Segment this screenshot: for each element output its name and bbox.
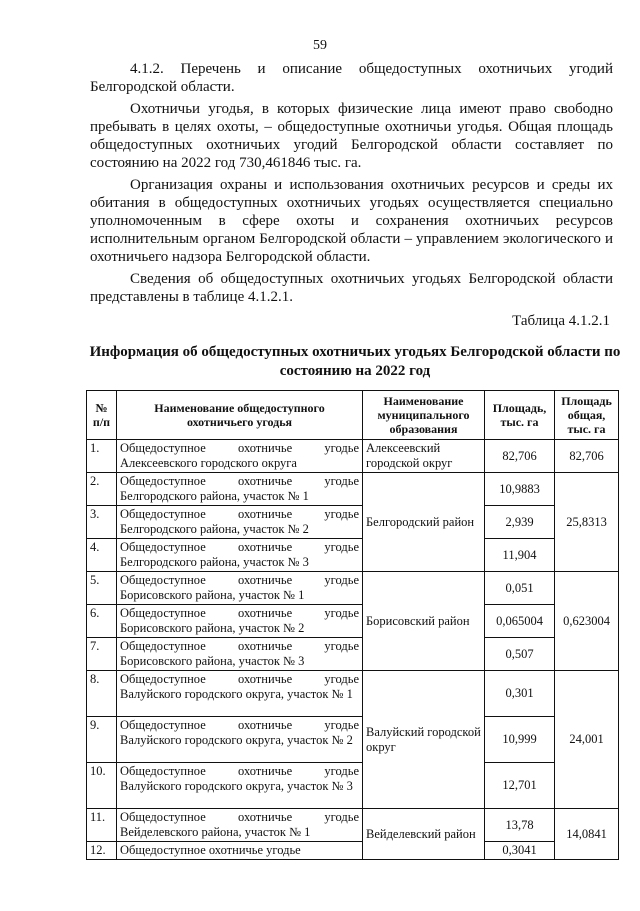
table-row — [87, 605, 619, 638]
header-area: Площадь, тыс. га — [485, 391, 555, 440]
header-municipality: Наименование муниципального образования — [363, 391, 485, 440]
cell-area: 2,939 — [485, 506, 555, 539]
cell-municipality: Белгородский район — [363, 473, 485, 572]
table-row — [87, 506, 619, 539]
cell-area: 0,507 — [485, 638, 555, 671]
cell-num: 6. — [87, 605, 117, 638]
table-row — [87, 440, 619, 473]
cell-total: 82,706 — [555, 440, 619, 473]
table-row — [87, 539, 619, 572]
cell-name: Общедоступное охотничье угодье Вейделевского района, участок № 1 — [117, 809, 363, 842]
cell-name: Общедоступное охотничье угодье Валуйского городского округа, участок № 1 — [117, 671, 363, 717]
table-row — [87, 842, 619, 860]
table-row — [87, 717, 619, 763]
paragraph-1: Охотничьи угодья, в которых физические лица имеют право свободно пребывать в целях охоты, – общедоступные охотничьи угодья. Общая площадь общедоступных охотничьих угодий Белгородской области составляет по состоянию на 2022 год 730,461846 тыс. га. — [90, 101, 613, 171]
cell-total: 25,8313 — [555, 473, 619, 572]
cell-num: 2. — [87, 473, 117, 506]
cell-num: 4. — [87, 539, 117, 572]
table-row — [87, 638, 619, 671]
page-number: 59 — [313, 38, 327, 53]
cell-area: 0,065004 — [485, 605, 555, 638]
cell-area: 12,701 — [485, 763, 555, 809]
cell-municipality: Алексеевский городской округ — [363, 440, 485, 473]
cell-name: Общедоступное охотничье угодье Алексеевского городского округа — [117, 440, 363, 473]
table-row — [87, 671, 619, 717]
paragraph-3: Сведения об общедоступных охотничьих угодьях Белгородской области представлены в таблице 4.1.2.1. — [90, 271, 613, 305]
cell-name: Общедоступное охотничье угодье Валуйского городского округа, участок № 3 — [117, 763, 363, 809]
cell-area: 82,706 — [485, 440, 555, 473]
cell-municipality: Вейделевский район — [363, 809, 485, 860]
header-total: Площадь общая, тыс. га — [555, 391, 619, 440]
table-caption: Таблица 4.1.2.1 — [512, 313, 610, 329]
cell-area: 13,78 — [485, 809, 555, 842]
cell-num: 5. — [87, 572, 117, 605]
cell-area: 10,999 — [485, 717, 555, 763]
cell-num: 7. — [87, 638, 117, 671]
cell-num: 10. — [87, 763, 117, 809]
cell-name: Общедоступное охотничье угодье Белгородского района, участок № 2 — [117, 506, 363, 539]
header-name: Наименование общедоступного охотничьего угодья — [117, 391, 363, 440]
cell-name: Общедоступное охотничье угодье Борисовского района, участок № 1 — [117, 572, 363, 605]
table-header-row — [87, 391, 619, 440]
cell-name: Общедоступное охотничье угодье Валуйского городского округа, участок № 2 — [117, 717, 363, 763]
cell-area: 10,9883 — [485, 473, 555, 506]
cell-area: 0,3041 — [485, 842, 555, 860]
cell-name: Общедоступное охотничье угодье Белгородского района, участок № 1 — [117, 473, 363, 506]
cell-area: 0,301 — [485, 671, 555, 717]
body-text — [90, 60, 613, 310]
cell-num: 12. — [87, 842, 117, 860]
table-row — [87, 572, 619, 605]
table-row — [87, 763, 619, 809]
cell-num: 8. — [87, 671, 117, 717]
cell-total: 0,623004 — [555, 572, 619, 671]
section-heading: 4.1.2. Перечень и описание общедоступных охотничьих угодий Белгородской области. — [90, 61, 613, 95]
header-num: № п/п — [87, 391, 117, 440]
cell-total: 14,0841 — [555, 809, 619, 860]
cell-area: 11,904 — [485, 539, 555, 572]
cell-num: 9. — [87, 717, 117, 763]
cell-name: Общедоступное охотничье угодье Белгородского района, участок № 3 — [117, 539, 363, 572]
cell-municipality: Валуйский городской округ — [363, 671, 485, 809]
table-title: Информация об общедоступных охотничьих угодьях Белгородской области по состоянию на 2022 год — [89, 344, 621, 379]
cell-num: 3. — [87, 506, 117, 539]
cell-municipality: Борисовский район — [363, 572, 485, 671]
cell-name: Общедоступное охотничье угодье Борисовского района, участок № 2 — [117, 605, 363, 638]
cell-num: 1. — [87, 440, 117, 473]
table-row — [87, 809, 619, 842]
paragraph-2: Организация охраны и использования охотничьих ресурсов и среды их обитания в общедоступных охотничьих угодьях осуществляется специально уполномоченным в сфере охоты и сохранения охотничьих ресурсов исполнительным органом Белгородской области – управлением экологического и охотничьего надзора Белгородской области. — [90, 177, 613, 265]
table-row — [87, 473, 619, 506]
cell-total: 24,001 — [555, 671, 619, 809]
hunting-grounds-table — [86, 390, 619, 860]
cell-name: Общедоступное охотничье угодье Борисовского района, участок № 3 — [117, 638, 363, 671]
cell-num: 11. — [87, 809, 117, 842]
cell-name: Общедоступное охотничье угодье — [117, 842, 363, 860]
cell-area: 0,051 — [485, 572, 555, 605]
